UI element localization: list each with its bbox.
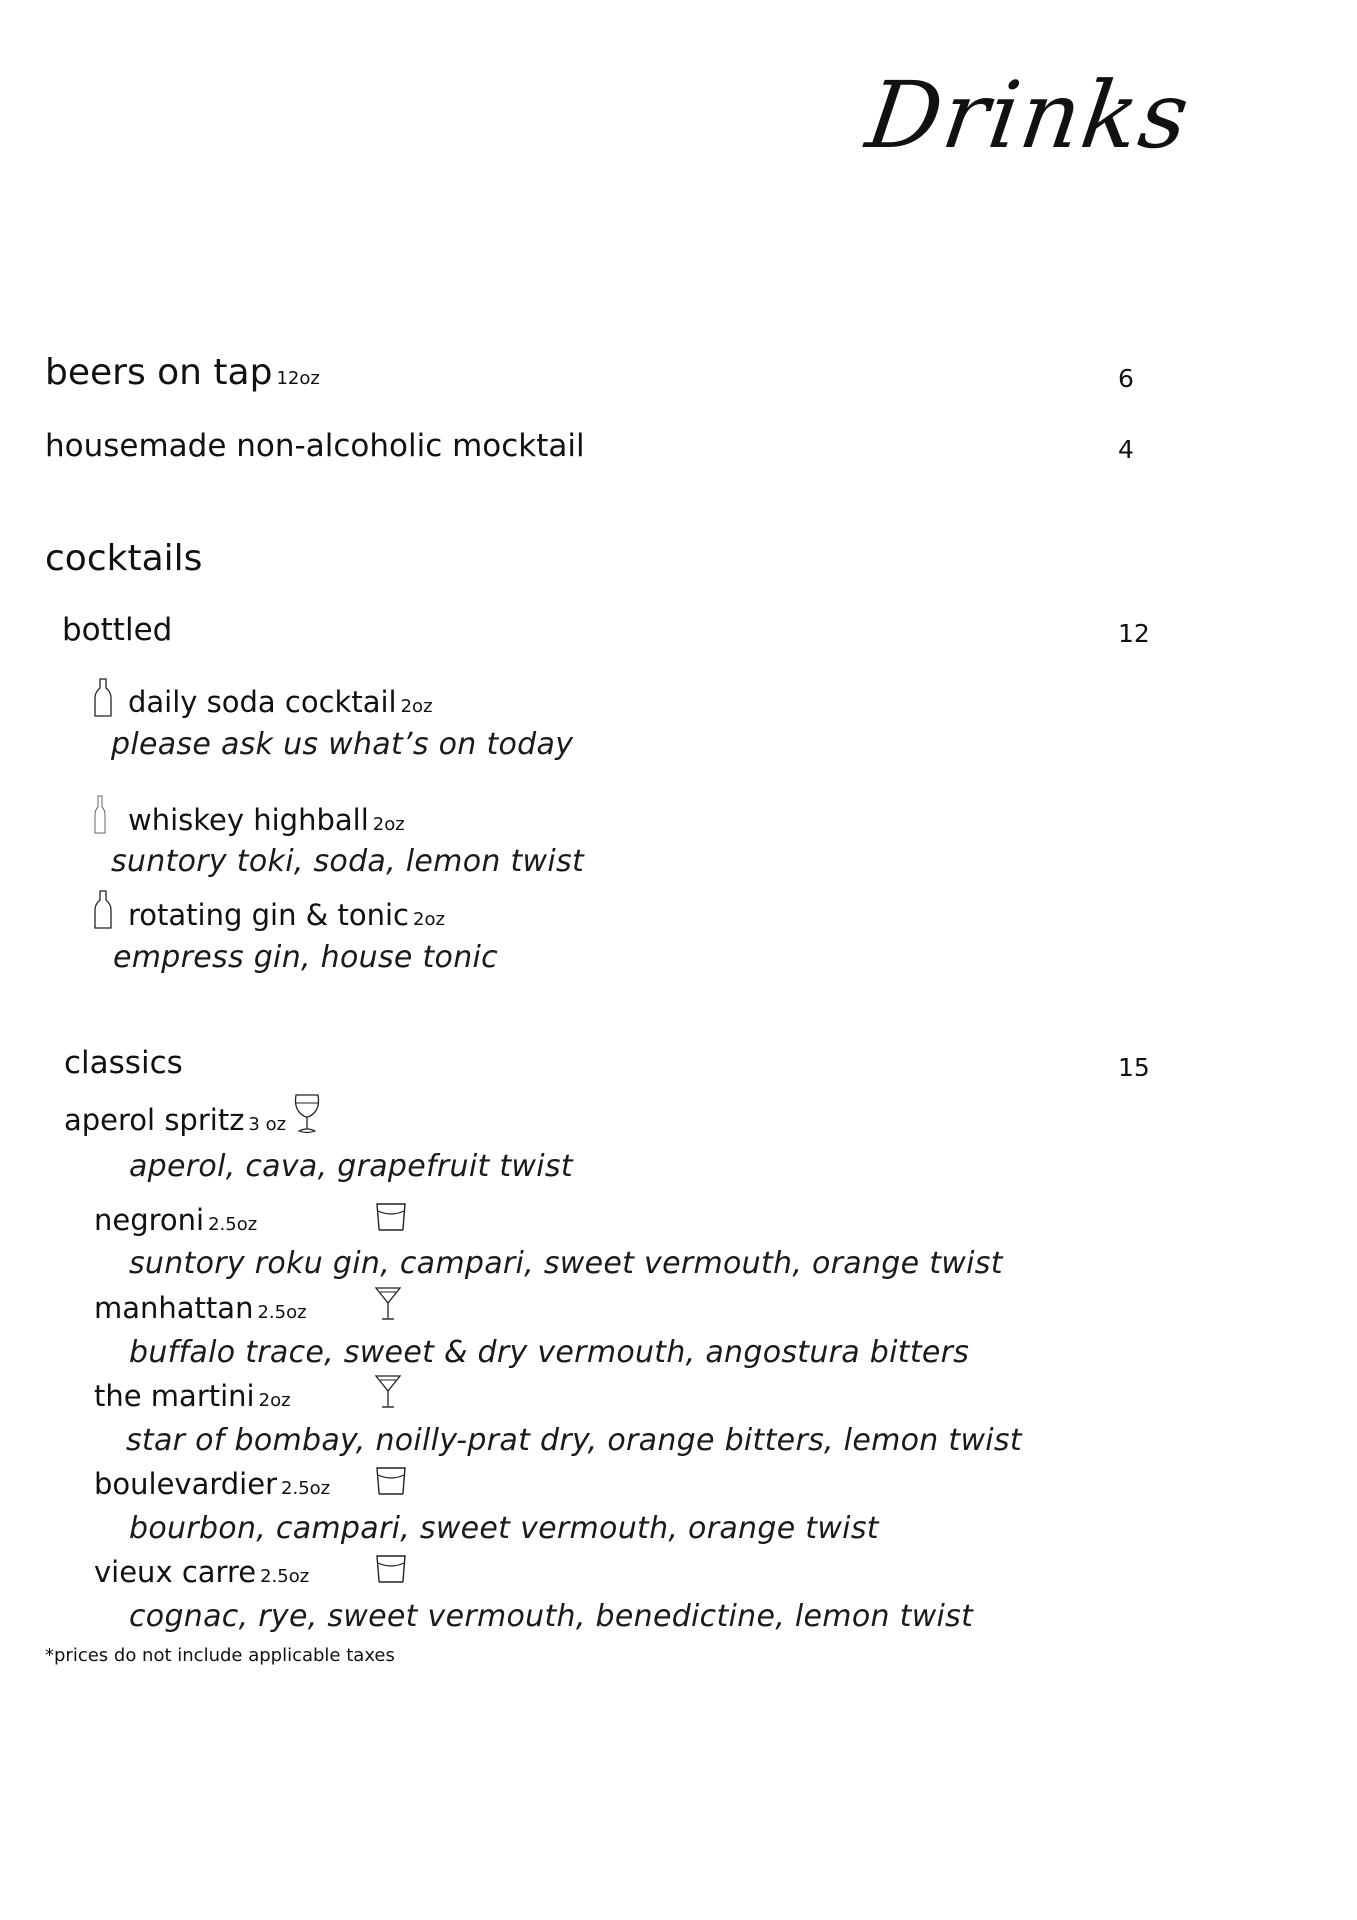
bottle-icon (94, 678, 112, 718)
item-description: please ask us what’s on today (111, 727, 574, 762)
beers-price: 6 (1118, 364, 1134, 393)
item-description: aperol, cava, grapefruit twist (129, 1149, 573, 1184)
item-name: rotating gin & tonic (128, 898, 409, 932)
martini-glass-icon (374, 1374, 402, 1410)
item-description: empress gin, house tonic (113, 940, 498, 975)
bottle-icon (94, 795, 106, 835)
wine-glass-icon (292, 1093, 322, 1135)
item-size: 2oz (400, 696, 433, 717)
item-name: the martini (94, 1379, 255, 1413)
footnote: *prices do not include applicable taxes (45, 1645, 395, 1666)
item-size: 3 oz (248, 1114, 287, 1135)
item-size: 2.5oz (257, 1302, 307, 1323)
menu-item (94, 1291, 307, 1325)
page-title: Drinks (860, 62, 1197, 169)
item-name: daily soda cocktail (128, 685, 397, 719)
item-name: vieux carre (94, 1555, 257, 1589)
item-size: 2oz (413, 909, 445, 930)
beers-on-tap-item (45, 352, 320, 393)
subsection-heading-bottled: bottled (62, 612, 173, 648)
rocks-glass-icon (375, 1202, 407, 1232)
item-size: 2oz (258, 1390, 291, 1411)
menu-item (94, 1379, 291, 1413)
item-name: whiskey highball (128, 803, 369, 837)
item-name: manhattan (94, 1291, 254, 1325)
item-name: negroni (94, 1203, 205, 1237)
item-description: bourbon, campari, sweet vermouth, orange twist (129, 1511, 879, 1546)
item-size: 2.5oz (260, 1566, 310, 1587)
item-size: 2.5oz (281, 1478, 331, 1499)
item-name: boulevardier (94, 1467, 278, 1501)
item-description: suntory toki, soda, lemon twist (111, 844, 585, 879)
mocktail-item: housemade non-alcoholic mocktail (45, 428, 585, 464)
item-description: cognac, rye, sweet vermouth, benedictine, lemon twist (129, 1599, 974, 1634)
item-size: 2.5oz (208, 1214, 258, 1235)
item-description: star of bombay, noilly-prat dry, orange bitters, lemon twist (126, 1423, 1022, 1458)
menu-item (94, 1203, 257, 1237)
menu-item (128, 685, 433, 719)
bottled-price: 12 (1118, 619, 1150, 648)
section-heading-cocktails: cocktails (45, 538, 203, 579)
mocktail-price: 4 (1118, 435, 1134, 464)
item-name: aperol spritz (64, 1103, 245, 1137)
item-name: beers on tap (45, 352, 273, 393)
menu-item (94, 1555, 309, 1589)
item-size: 2oz (372, 814, 405, 835)
rocks-glass-icon (375, 1554, 407, 1584)
martini-glass-icon (374, 1286, 402, 1322)
item-description: suntory roku gin, campari, sweet vermouth, orange twist (129, 1246, 1003, 1281)
rocks-glass-icon (375, 1466, 407, 1496)
item-size: 12oz (276, 368, 320, 389)
classics-price: 15 (1118, 1053, 1150, 1082)
menu-item (128, 898, 445, 932)
subsection-heading-classics: classics (64, 1045, 183, 1081)
bottle-icon (94, 890, 112, 930)
menu-item (64, 1103, 286, 1137)
menu-item (94, 1467, 330, 1501)
menu-item (128, 803, 405, 837)
item-description: buffalo trace, sweet & dry vermouth, angostura bitters (129, 1335, 970, 1370)
